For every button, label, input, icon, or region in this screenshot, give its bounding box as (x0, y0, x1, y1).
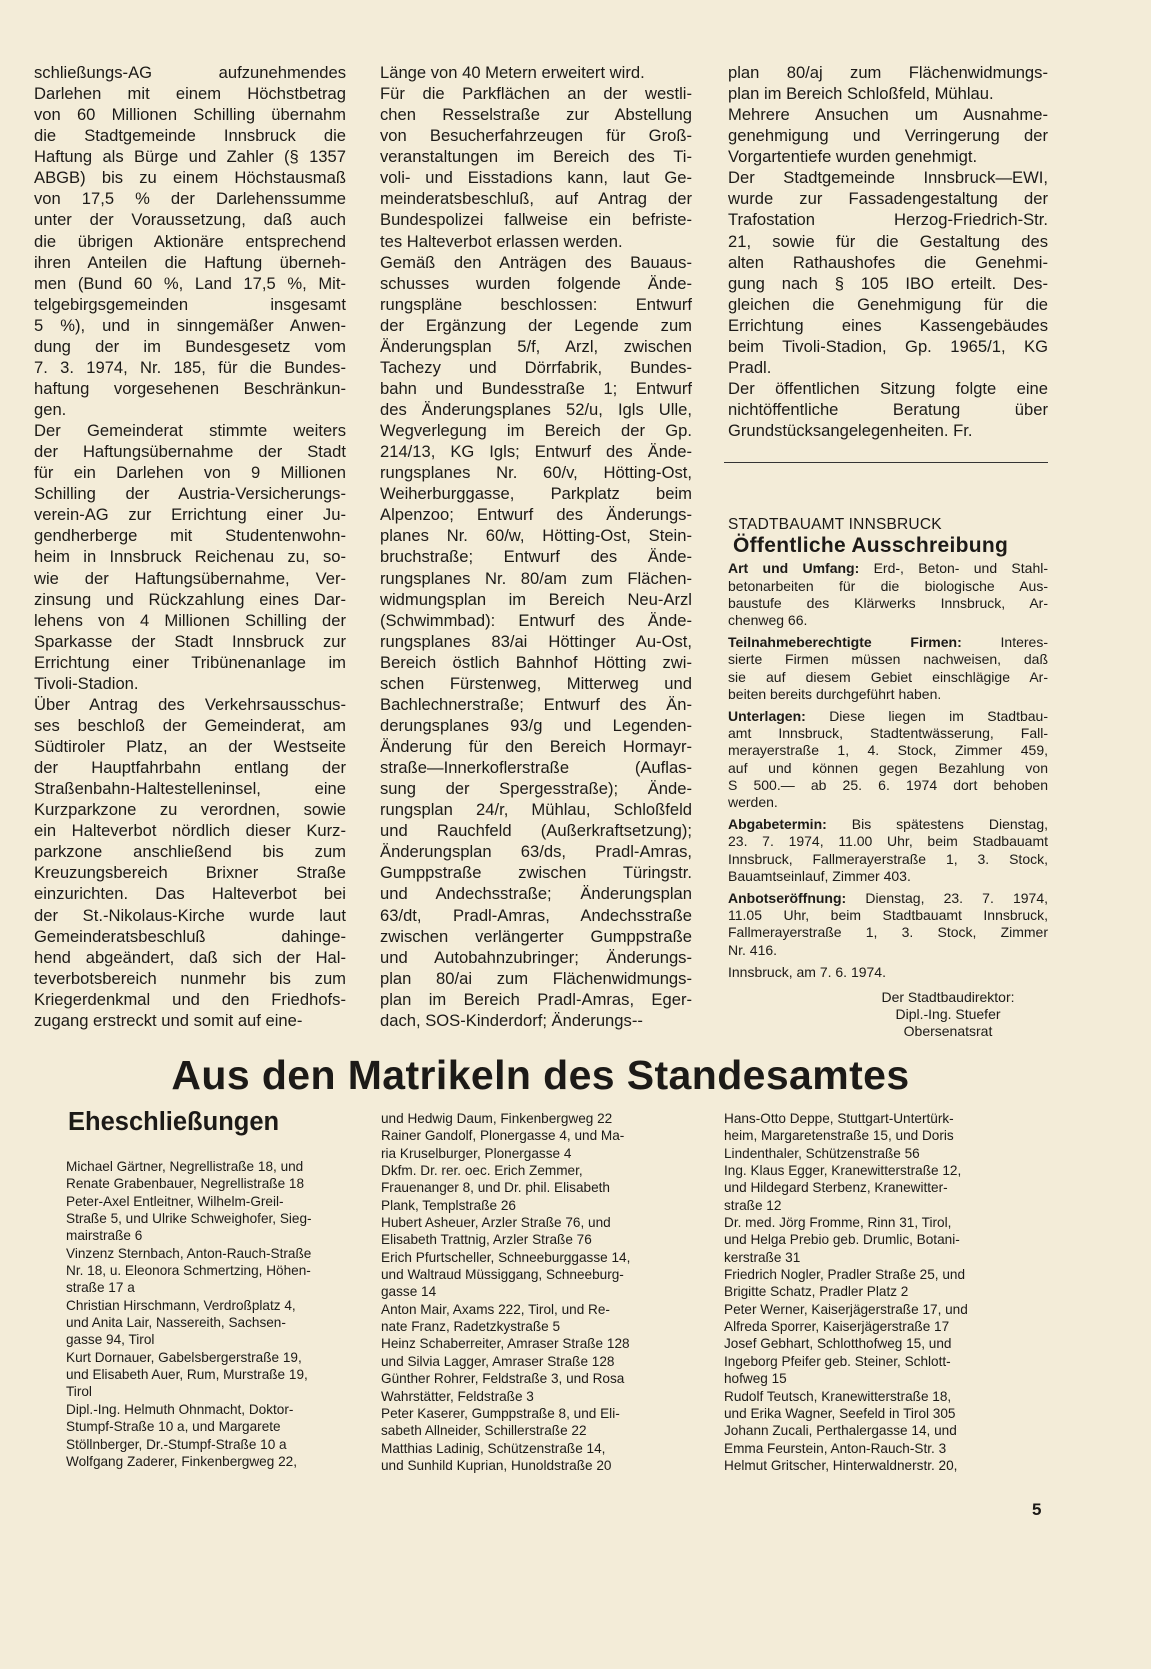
notice-title: Öffentliche Ausschreibung (733, 534, 1009, 558)
text-line: und Helga Prebio geb. Drumlic, Botani- (724, 1232, 960, 1248)
notice-signature (848, 989, 1048, 1041)
notice-item-label: Abgabetermin: (728, 816, 827, 833)
notice-item-text: Bis spätestens Dienstag, (851, 816, 1048, 833)
text-line: Wolfgang Zaderer, Finkenbergweg 22, (66, 1453, 297, 1469)
text-line: von 60 Millionen Schilling übernahm (34, 105, 346, 125)
text-line: Bachlechnerstraße; Entwurf des Än- (380, 694, 692, 714)
text-line: Vorgartentiefe wurden genehmigt. (728, 147, 978, 167)
text-line: Grundstücksangelegenheiten. Fr. (728, 421, 973, 441)
text-line: Tirol (66, 1384, 92, 1400)
text-line: und Anita Lair, Nassereith, Sachsen- (66, 1315, 286, 1331)
notice-item (728, 634, 1048, 703)
text-line: bahn und Bundesstraße 1; Entwurf (380, 378, 692, 398)
text-line: merayerstraße 1, 4. Stock, Zimmer 459, (728, 742, 1048, 759)
notice-item-label: Anbotseröffnung: (728, 890, 847, 907)
notice-item-text: Interes- (1000, 634, 1048, 651)
section-divider (724, 462, 1048, 463)
marriage-list-column-1 (66, 1158, 312, 1470)
notice-item-text: Erd-, Beton- und Stahl- (873, 560, 1049, 577)
text-line: nate Franz, Radetzkystraße 5 (381, 1319, 561, 1335)
text-line: verein-AG zur Errichtung einer Ju- (34, 505, 346, 525)
text-line: gasse 94, Tirol (66, 1332, 155, 1348)
text-line: wurde zur Fassadengestaltung der (728, 189, 1048, 209)
text-line: zugang erstreckt und somit auf eine- (34, 1010, 303, 1030)
article-column-2 (380, 62, 692, 1031)
text-line: Rudolf Teutsch, Kranewitterstraße 18, (724, 1388, 952, 1404)
text-line: von 17,5 % der Darlehenssumme (34, 189, 346, 209)
text-line: straße 17 a (66, 1280, 135, 1296)
text-line: Bereich östlich Bahnhof Hötting zwi- (380, 652, 692, 672)
text-line: Tachezy und Dörrfabrik, Bundes- (380, 357, 692, 377)
text-line: telgebirgsgemeinden insgesamt (34, 294, 346, 314)
text-line (728, 634, 1048, 651)
text-line: Johann Zucali, Perthalergasse 14, und (724, 1423, 957, 1439)
text-line: und Elisabeth Auer, Rum, Murstraße 19, (66, 1367, 308, 1383)
text-line: Emma Feurstein, Anton-Rauch-Str. 3 (724, 1440, 947, 1456)
text-line: hend abgeändert, daß sich der Hal- (34, 947, 346, 967)
text-line: Stöllnberger, Dr.-Stumpf-Straße 10 a (66, 1436, 287, 1452)
text-line: plan 80/ai zum Flächenwidmungs- (380, 968, 692, 988)
text-line: sung der Spergesstraße); Ände- (380, 779, 692, 799)
text-line: Kurzparkzone zu verordnen, sowie (34, 800, 346, 820)
text-line: Lindenthaler, Schützenstraße 56 (724, 1145, 920, 1161)
text-line: teverbotsbereich nunmehr bis zum (34, 968, 346, 988)
text-line: heim, Margaretenstraße 15, und Doris (724, 1128, 954, 1144)
text-line: der Haftungsübernahme der Stadt (34, 442, 346, 462)
text-line: Peter Kaserer, Gumppstraße 8, und Eli- (381, 1405, 620, 1421)
text-line: schen Fürstenweg, Mitterweg und (380, 673, 692, 693)
notice-item (728, 708, 1048, 811)
text-line: auf und können gegen Bezahlung von (728, 759, 1048, 776)
text-line: straße 12 (724, 1197, 782, 1213)
article-column-3 (728, 62, 1048, 441)
text-line: sie auf diesem Gebiet einschlägige Ar- (728, 668, 1048, 685)
notice-item (728, 816, 1048, 885)
text-line: Der Stadtgemeinde Innsbruck—EWI, (728, 168, 1048, 188)
text-line: Brigitte Schatz, Pradler Platz 2 (724, 1284, 909, 1300)
text-line: 5 %), und in sinngemäßer Anwen- (34, 315, 346, 335)
text-line: zinsung und Rückzahlung eines Dar- (34, 589, 346, 609)
signature-line: Der Stadtbaudirektor: (881, 989, 1015, 1006)
text-line: plan 80/aj zum Flächenwidmungs- (728, 63, 1048, 82)
text-line: der Hauptfahrbahn entlang der (34, 758, 346, 778)
signature-line: Dipl.-Ing. Stuefer (895, 1006, 1001, 1023)
text-line (728, 708, 1048, 725)
text-line: ihren Anteilen die Haftung überneh- (34, 252, 346, 272)
text-line: Innsbruck, Fallmerayerstraße 1, 3. Stock, (728, 850, 1048, 867)
text-line: men (Bund 60 %, Land 17,5 %, Mit- (34, 273, 346, 293)
text-line: Kreuzungsbereich Brixner Straße (34, 863, 346, 883)
text-line: Weiherburggasse, Parkplatz beim (380, 484, 692, 504)
text-line: rungsplanes 83/ai Höttinger Au-Ost, (380, 631, 692, 651)
text-line: der St.-Nikolaus-Kirche wurde laut (34, 905, 346, 925)
text-line: rungspläne beschlossen: Entwurf (380, 294, 692, 314)
text-line: unter der Voraussetzung, daß auch (34, 210, 346, 230)
text-line: Günther Rohrer, Feldstraße 3, und Rosa (381, 1371, 625, 1387)
text-line: gung nach § 105 IBO erteilt. Des- (728, 273, 1048, 293)
text-line: straße—Innerkoflerstraße (Auflas- (380, 758, 692, 778)
text-line: des Änderungsplanes 52/u, Igls Ulle, (380, 400, 692, 419)
text-line: Dkfm. Dr. rer. oec. Erich Zemmer, (381, 1163, 583, 1179)
text-line: 23. 7. 1974, 11.00 Uhr, beim Stadbauamt (728, 833, 1048, 850)
text-line: Über Antrag des Verkehrsausschus- (34, 694, 346, 714)
text-line: sabeth Allneider, Schillerstraße 22 (381, 1423, 587, 1439)
text-line: ria Kruselburger, Plonergasse 4 (381, 1145, 572, 1161)
text-line: meinderatsbeschluß, auf Antrag der (380, 189, 692, 209)
marriage-list-column-3 (724, 1110, 968, 1474)
text-line: wie der Haftungsübernahme, Ver- (34, 568, 346, 588)
notice-items (728, 560, 1048, 958)
text-line: 21, sowie für die Gestaltung des (728, 231, 1048, 251)
text-line: Für die Parkflächen an der westli- (380, 84, 692, 104)
text-line: Mehrere Ansuchen um Ausnahme- (728, 105, 1048, 125)
text-line: Elisabeth Trattnig, Arzler Straße 76 (381, 1232, 592, 1248)
text-line: Alfreda Sporrer, Kaiserjägerstraße 17 (724, 1319, 950, 1335)
text-line: Kurt Dornauer, Gabelsbergerstraße 19, (66, 1349, 302, 1365)
text-line: der Ergänzung der Legende zum (380, 315, 692, 335)
text-line: und Autobahnzubringer; Änderungs- (380, 947, 692, 967)
text-line: Gumppstraße zwischen Türingstr. (380, 863, 692, 883)
text-line: Änderungsplan 5/f, Arzl, zwischen (380, 336, 692, 356)
text-line: 11.05 Uhr, beim Stadtbauamt Innsbruck, (728, 907, 1048, 924)
text-line: Straßenbahn-Haltestelleninsel, eine (34, 779, 346, 799)
text-line: Errichtung einer Tribünenanlage im (34, 652, 346, 672)
text-line: Plank, Templstraße 26 (381, 1197, 516, 1213)
text-line: mairstraße 6 (66, 1228, 143, 1244)
text-line: plan im Bereich Schloßfeld, Mühlau. (728, 84, 994, 104)
text-line: 63/dt, Pradl-Amras, Andechsstraße (380, 905, 692, 925)
notice-item (728, 560, 1048, 629)
text-line: Helmut Gritscher, Hinterwaldnerstr. 20, (724, 1457, 958, 1473)
text-line: Alpenzoo; Entwurf des Änderungs- (380, 505, 692, 525)
notice-item-label: Art und Umfang: (728, 560, 860, 577)
text-line: Josef Gebhart, Schlotthofweg 15, und (724, 1336, 952, 1352)
text-line: voli- und Eisstadions kann, laut Ge- (380, 168, 692, 188)
text-line: Hubert Asheuer, Arzler Straße 76, und (381, 1215, 611, 1231)
text-line: dung der im Bundesgesetz vom (34, 336, 346, 356)
text-line: gendherberge mit Studentenwohn- (34, 526, 346, 546)
text-line: Gemäß den Anträgen des Bauaus- (380, 252, 692, 272)
text-line: Matthias Ladinig, Schützenstraße 14, (381, 1440, 606, 1456)
text-line: Michael Gärtner, Negrellistraße 18, und (66, 1159, 304, 1174)
notice-place-date: Innsbruck, am 7. 6. 1974. (728, 963, 886, 980)
text-line: Straße 5, und Ulrike Schweighofer, Sieg- (66, 1211, 312, 1227)
page-number: 5 (1032, 1500, 1042, 1519)
article-column-1 (34, 62, 346, 1031)
notice-item-text: Dienstag, 23. 7. 1974, (865, 890, 1048, 907)
text-line: amt Innsbruck, Stadtentwässerung, Fall- (728, 725, 1048, 742)
text-line: Der Gemeinderat stimmte weiters (34, 421, 346, 441)
text-line: heim in Innsbruck Reichenau zu, so- (34, 547, 346, 567)
text-line: Ing. Klaus Egger, Kranewitterstraße 12, (724, 1163, 962, 1179)
text-line: Bundespolizei fallweise ein befriste- (380, 210, 692, 230)
text-line: und Erika Wagner, Seefeld in Tirol 305 (724, 1405, 956, 1421)
text-line: und Hildegard Sterbenz, Kranewitter- (724, 1180, 948, 1196)
text-line: planes Nr. 60/w, Hötting-Ost, Stein- (380, 526, 692, 546)
text-line: zwischen verlängerter Gumppstraße (380, 926, 692, 946)
text-line: ses beschloß der Gemeinderat, am (34, 715, 346, 735)
text-line (728, 890, 1048, 907)
text-line: gleichen die Genehmigung für die (728, 294, 1048, 314)
text-line: Nr. 18, u. Eleonora Schmertzing, Höhen- (66, 1263, 311, 1279)
notice-organization: STADTBAUAMT INNSBRUCK (728, 516, 942, 533)
notice-item-text: Diese liegen im Stadtbau- (829, 708, 1048, 725)
text-line: derungsplanes 93/g und Legenden- (380, 715, 692, 735)
text-line: Tivoli-Stadion. (34, 673, 139, 693)
text-line: Änderungsplan 63/ds, Pradl-Amras, (380, 842, 692, 862)
text-line: Peter Werner, Kaiserjägerstraße 17, und (724, 1301, 968, 1317)
text-line: schusses wurden folgende Ände- (380, 273, 692, 293)
text-line: haftung vorgesehenen Beschränkun- (34, 378, 346, 398)
text-line: Dr. med. Jörg Fromme, Rinn 31, Tirol, (724, 1215, 952, 1231)
text-line: Der öffentlichen Sitzung folgte eine (728, 378, 1048, 398)
text-line: Kriegerdenkmal und den Friedhofs- (34, 989, 346, 1009)
text-line: nichtöffentliche Beratung über (728, 400, 1048, 419)
section-headline: Aus den Matrikeln des Standesamtes (171, 1052, 910, 1098)
marriage-list-column-2 (381, 1110, 630, 1474)
text-line: und Sunhild Kuprian, Hunoldstraße 20 (381, 1457, 612, 1473)
text-line: Vinzenz Sternbach, Anton-Rauch-Straße (66, 1245, 312, 1261)
text-line: und Hedwig Daum, Finkenbergweg 22 (381, 1111, 613, 1126)
text-line: Ingeborg Pfeifer geb. Steiner, Schlott- (724, 1353, 951, 1369)
text-line: S 500.— ab 25. 6. 1974 dort behoben (728, 776, 1048, 793)
text-line: (Schwimmbad): Entwurf des Ände- (380, 610, 692, 630)
notice-item (728, 890, 1048, 959)
text-line: Gemeinderatsbeschluß dahinge- (34, 926, 346, 946)
text-line: Erich Pfurtscheller, Schneeburggasse 14, (381, 1249, 631, 1265)
text-line (728, 560, 1048, 577)
text-line: Südtiroler Platz, an der Westseite (34, 737, 346, 756)
text-line: rungsplanes Nr. 80/am zum Flächen- (380, 568, 692, 588)
text-line: Länge von 40 Metern erweitert wird. (380, 63, 645, 82)
text-line: Frauenanger 8, und Dr. phil. Elisabeth (381, 1180, 610, 1196)
text-line: beiten bereits durchgeführt haben. (728, 685, 942, 702)
text-line: und Silvia Lagger, Amraser Straße 128 (381, 1353, 615, 1369)
text-line: die Stadtgemeinde Innsbruck die (34, 126, 346, 146)
text-line: widmungsplan im Bereich Neu-Arzl (380, 589, 692, 609)
notice-item-label: Unterlagen: (728, 708, 806, 725)
text-line: bruchstraße; Entwurf des Ände- (380, 547, 692, 567)
text-line: Wegverlegung im Bereich der Gp. (380, 421, 692, 441)
text-line: Stumpf-Straße 10 a, und Margarete (66, 1419, 281, 1435)
text-line: 214/13, KG Igls; Entwurf des Ände- (380, 442, 692, 462)
text-line: gasse 14 (381, 1284, 437, 1300)
text-line: und Waltraud Müssiggang, Schneeburg- (381, 1267, 624, 1283)
text-line: Dipl.-Ing. Helmuth Ohnmacht, Doktor- (66, 1401, 294, 1417)
text-line: rungsplanes Nr. 60/v, Hötting-Ost, (380, 463, 692, 483)
text-line: chen Resselstraße zur Abstellung (380, 105, 692, 125)
text-line: Nr. 416. (728, 941, 778, 958)
text-line (728, 816, 1048, 833)
text-line: tes Halteverbot erlassen werden. (380, 231, 623, 251)
text-line: chenweg 66. (728, 612, 808, 629)
public-tender-notice (728, 516, 1048, 1041)
text-line: Peter-Axel Entleitner, Wilhelm-Greil- (66, 1193, 284, 1209)
text-line: alten Rathaushofes die Genehmi- (728, 252, 1048, 272)
text-line: Friedrich Nogler, Pradler Straße 25, und (724, 1267, 966, 1283)
text-line: Hans-Otto Deppe, Stuttgart-Untertürk- (724, 1111, 954, 1126)
text-line: und Rauchfeld (Außerkraftsetzung); (380, 821, 692, 841)
text-line: Darlehen mit einem Höchstbetrag (34, 84, 346, 104)
text-line: schließungs-AG aufzunehmendes (34, 63, 346, 82)
text-line: Änderung für den Bereich Hormayr- (380, 737, 692, 756)
text-line: lehens von 4 Millionen Schilling der (34, 610, 346, 630)
text-line: für ein Darlehen von 9 Millionen (34, 463, 346, 483)
text-line: rungsplan 24/r, Mühlau, Schloßfeld (380, 800, 692, 820)
text-line: baustufe des Klärwerks Innsbruck, Ar- (728, 594, 1048, 611)
section-subheading: Eheschließungen (68, 1108, 280, 1136)
text-line: werden. (728, 794, 778, 811)
text-line: kerstraße 31 (724, 1249, 801, 1265)
text-line: von Besucherfahrzeugen für Groß- (380, 126, 692, 146)
text-line: genehmigung und Verringerung der (728, 126, 1048, 146)
text-line: beim Tivoli-Stadion, Gp. 1965/1, KG (728, 336, 1048, 356)
text-line: betonarbeiten für die biologische Aus- (728, 577, 1048, 594)
text-line: hofweg 15 (724, 1371, 787, 1387)
text-line: ABGB) bis zu einem Höchstausmaß (34, 168, 346, 188)
text-line: Trafostation Herzog-Friedrich-Str. (728, 210, 1048, 230)
text-line: sierte Firmen müssen nachweisen, daß (728, 651, 1048, 668)
text-line: Wahrstätter, Feldstraße 3 (381, 1388, 534, 1404)
text-line: 7. 3. 1974, Nr. 185, für die Bundes- (34, 357, 346, 377)
text-line: Rainer Gandolf, Plonergasse 4, und Ma- (381, 1128, 625, 1144)
text-line: Errichtung eines Kassengebäudes (728, 315, 1048, 335)
notice-item-label: Teilnahmeberechtigte Firmen: (728, 634, 962, 651)
text-line: dach, SOS-Kinderdorf; Änderungs-- (380, 1010, 643, 1030)
text-line: Anton Mair, Axams 222, Tirol, und Re- (381, 1301, 610, 1317)
text-line: Renate Grabenbauer, Negrellistraße 18 (66, 1176, 305, 1192)
text-line: Haftung als Bürge und Zahler (§ 1357 (34, 147, 346, 167)
text-line: und Andechsstraße; Änderungsplan (380, 884, 692, 904)
text-line: ein Halteverbot nördlich dieser Kurz- (34, 821, 346, 841)
text-line: parkzone anschließend bis zum (34, 842, 346, 862)
text-line: die übrigen Aktionäre entsprechend (34, 231, 346, 251)
text-line: Bauamtseinlauf, Zimmer 403. (728, 867, 911, 884)
text-line: Heinz Schaberreiter, Amraser Straße 128 (381, 1336, 630, 1352)
text-line: Schilling der Austria-Versicherungs- (34, 484, 346, 504)
text-line: einzurichten. Das Halteverbot bei (34, 884, 346, 904)
text-line: Pradl. (728, 357, 772, 377)
text-line: Fallmerayerstraße 1, 3. Stock, Zimmer (728, 924, 1048, 941)
text-line: veranstaltungen im Bereich des Ti- (380, 147, 692, 167)
text-line: Sparkasse der Stadt Innsbruck zur (34, 631, 346, 651)
signature-line: Obersenatsrat (903, 1023, 993, 1040)
text-line: Christian Hirschmann, Verdroßplatz 4, (66, 1297, 296, 1313)
text-line: plan im Bereich Pradl-Amras, Eger- (380, 989, 692, 1009)
text-line: gen. (34, 400, 67, 419)
